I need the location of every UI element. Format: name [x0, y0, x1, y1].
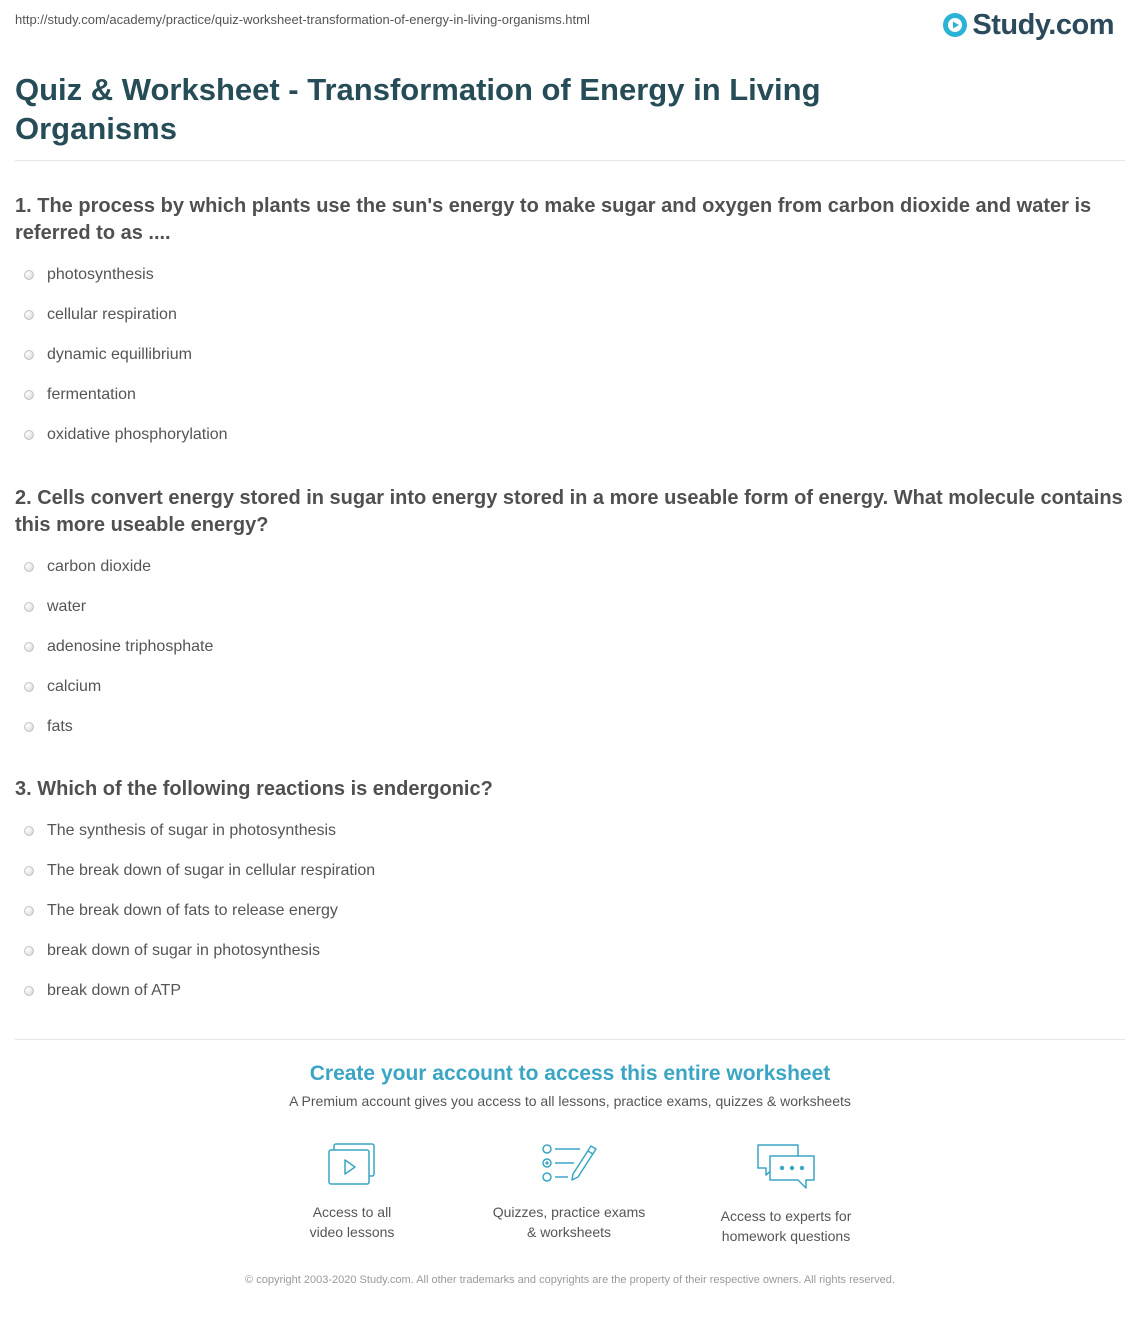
cta-divider [15, 1039, 1125, 1040]
top-bar [0, 0, 1140, 48]
radio-icon[interactable] [24, 866, 34, 876]
features-row [0, 1142, 1140, 1252]
radio-icon[interactable] [24, 986, 34, 996]
answer-choice[interactable] [15, 667, 1125, 707]
page-title: Quiz & Worksheet - Transformation of Energy in Living Organisms [15, 72, 821, 146]
choice-label: carbon dioxide [47, 558, 152, 575]
radio-icon[interactable] [24, 946, 34, 956]
answer-choice[interactable] [15, 255, 1125, 295]
choice-label: fermentation [47, 386, 136, 403]
radio-icon[interactable] [24, 270, 34, 280]
title-divider [15, 160, 1125, 161]
choice-label: fats [47, 718, 73, 735]
answer-choice[interactable] [15, 891, 1125, 931]
choice-label: The break down of fats to release energy [47, 902, 338, 919]
answer-choice[interactable] [15, 295, 1125, 335]
choice-list [15, 255, 1125, 455]
radio-icon[interactable] [24, 562, 34, 572]
radio-icon[interactable] [24, 642, 34, 652]
question-1 [15, 193, 1125, 455]
question-text: 2. Cells convert energy stored in sugar into energy stored in a more useable form of energy. What molecule contains this more useable energy? [15, 487, 1123, 536]
question-text: 1. The process by which plants use the sun's energy to make sugar and oxygen from carbon dioxide and water is referred to as .... [15, 195, 1092, 244]
choice-label: break down of sugar in photosynthesis [47, 942, 321, 959]
answer-choice[interactable] [15, 851, 1125, 891]
radio-icon[interactable] [24, 430, 34, 440]
question-2 [15, 485, 1125, 747]
radio-icon[interactable] [24, 826, 34, 836]
footer-copyright: © copyright 2003-2020 Study.com. All other trademarks and copyrights are the property of their respective owners. All rights reserved. [245, 1274, 895, 1286]
answer-choice[interactable] [15, 415, 1125, 455]
choice-label: oxidative phosphorylation [47, 426, 228, 443]
choice-label: calcium [47, 678, 102, 695]
choice-label: The break down of sugar in cellular respiration [47, 862, 376, 879]
choice-label: The synthesis of sugar in photosynthesis [47, 822, 337, 839]
feature-experts [686, 1142, 886, 1246]
logo-text: Study.com [972, 8, 1114, 41]
answer-choice[interactable] [15, 707, 1125, 747]
answer-choice[interactable] [15, 971, 1125, 1011]
answer-choice[interactable] [15, 627, 1125, 667]
choice-label: water [47, 598, 87, 615]
choice-label: break down of ATP [47, 982, 181, 999]
choice-list [15, 811, 1125, 1011]
page-url[interactable]: http://study.com/academy/practice/quiz-worksheet-transformation-of-energy-in-living-organisms.html [15, 12, 590, 27]
feature-video-lessons [252, 1142, 452, 1242]
choice-label: dynamic equillibrium [47, 346, 192, 363]
answer-choice[interactable] [15, 335, 1125, 375]
feature-label: Access to all video lessons [309, 1204, 395, 1240]
radio-icon[interactable] [24, 602, 34, 612]
choice-label: adenosine triphosphate [47, 638, 214, 655]
radio-icon[interactable] [24, 310, 34, 320]
choice-label: cellular respiration [47, 306, 177, 323]
answer-choice[interactable] [15, 587, 1125, 627]
play-circle-icon [942, 12, 968, 38]
radio-icon[interactable] [24, 682, 34, 692]
feature-label: Access to experts for homework questions [720, 1208, 852, 1244]
answer-choice[interactable] [15, 547, 1125, 587]
radio-icon[interactable] [24, 906, 34, 916]
question-text: 3. Which of the following reactions is endergonic? [15, 778, 493, 800]
chat-experts-icon [754, 1142, 818, 1192]
radio-icon[interactable] [24, 722, 34, 732]
quiz-checklist-icon [540, 1142, 598, 1188]
choice-label: photosynthesis [47, 266, 154, 283]
choice-list [15, 547, 1125, 747]
video-lessons-icon [326, 1142, 378, 1188]
radio-icon[interactable] [24, 390, 34, 400]
radio-icon[interactable] [24, 350, 34, 360]
feature-label: Quizzes, practice exams & worksheets [492, 1204, 646, 1240]
answer-choice[interactable] [15, 931, 1125, 971]
study-logo[interactable] [942, 8, 1114, 42]
question-3 [15, 776, 1125, 1011]
cta-title[interactable]: Create your account to access this entire worksheet [309, 1062, 831, 1085]
feature-quizzes [469, 1142, 669, 1242]
cta-subtitle: A Premium account gives you access to all lessons, practice exams, quizzes & worksheets [289, 1093, 851, 1109]
answer-choice[interactable] [15, 375, 1125, 415]
answer-choice[interactable] [15, 811, 1125, 851]
